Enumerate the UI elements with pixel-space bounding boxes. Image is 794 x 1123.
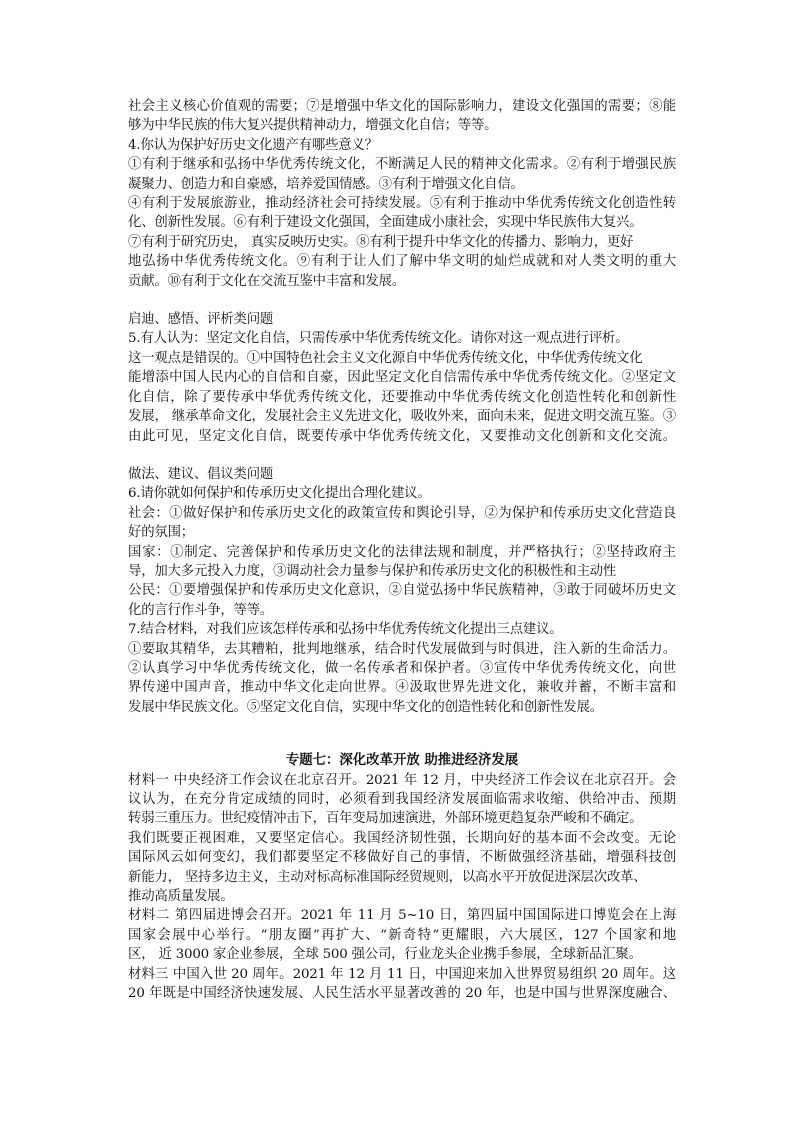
- section-heading: 做法、建议、倡议类问题: [128, 466, 274, 482]
- answer-block-evaluation: [128, 310, 676, 446]
- text-line: 推动高质量发展。: [128, 889, 234, 905]
- text-line: ①要取其精华，去其糟粕，批判地继承，结合时代发展做到与时俱进，注入新的生命活力。: [128, 641, 676, 657]
- text-line: 国家会展中心举行。“朋友圈”再扩大、“新奇特”更耀眼，六大展区，127 个国家和地: [128, 927, 676, 943]
- material-three: 材料三 中国入世 20 周年。2021 年 12 月 11 日，中国迎来加入世界贸易组织 20 周年。这: [128, 966, 676, 982]
- material-two: 材料二 第四届进博会召开。2021 年 11 月 5~10 日，第四届中国国际进口博览会在上海: [128, 908, 676, 924]
- text-line: 区， 近 3000 家企业参展，全球 500 强公司，行业龙头企业携手参展，全球新品汇聚。: [128, 947, 642, 963]
- question-7: 7.结合材料，对我们应该怎样传承和弘扬中华优秀传统文化提出三点建议。: [128, 622, 563, 638]
- text-line: 贡献。⑩有利于文化在交流互鉴中丰富和发展。: [128, 273, 406, 289]
- text-line: 发展中华民族文化。⑤坚定文化自信，实现中华文化的创造性转化和创新性发展。: [128, 699, 603, 715]
- text-line: 国家：①制定、完善保护和传承历史文化的法律法规和制度，并严格执行；②坚持政府主: [128, 544, 676, 560]
- text-line: 议认为，在充分肯定成绩的同时，必须看到我国经济发展面临需求收缩、供给冲击、预期: [128, 792, 676, 807]
- text-line: 社会主义核心价值观的需要；⑦是增强中华文化的国际影响力，建设文化强国的需要；⑧能: [128, 99, 676, 114]
- answer-block-values: [128, 97, 676, 291]
- text-line: 由此可见，坚定文化自信，既要传承中华优秀传统文化，又要推动文化创新和文化交流。: [128, 428, 676, 444]
- text-line: 能增添中国人民内心的自信和自豪，因此坚定文化自信需传承中华优秀传统文化。②坚定文: [128, 370, 676, 386]
- text-line: 界传递中国声音，推动中华文化走向世界。④汲取世界先进文化，兼收并蓄，不断丰富和: [128, 680, 676, 696]
- text-line: 导，加大多元投入力度，③调动社会力量参与保护和传承历史文化的积极性和主动性: [128, 563, 617, 579]
- text-line: 好的氛围；: [128, 525, 194, 541]
- question-6: 6.请你就如何保护和传承历史文化提出合理化建议。: [128, 486, 431, 502]
- text-line: 20 年既是中国经济快速发展、人民生活水平显著改善的 20 年，也是中国与世界深度融合、: [128, 986, 676, 1002]
- material-one: 材料一 中央经济工作会议在北京召开。2021 年 12 月，中央经济工作会议在北京召开。会: [128, 772, 676, 788]
- text-line: ⑦有利于研究历史， 真实反映历史实。⑧有利于提升中华文化的传播力、影响力，更好: [128, 234, 634, 250]
- text-line: 国际风云如何变幻，我们都要坚定不移做好自己的事情，不断做强经济基础，增强科技创: [128, 850, 676, 866]
- answer-block-suggestions: [128, 465, 676, 717]
- text-line: 这一观点是错误的。①中国特色社会主义文化源自中华优秀传统文化，中华优秀传统文化: [128, 350, 643, 366]
- text-line: 公民：①要增强保护和传承历史文化意识，②自觉弘扬中华民族精神，③敢于同破坏历史文: [128, 583, 676, 599]
- text-line: 凝聚力、创造力和自豪感，培养爱国情感。③有利于增强文化自信。: [128, 176, 524, 192]
- spacer: [128, 446, 676, 465]
- text-line: 化、创新性发展。⑥有利于建设文化强国，全面建成小康社会，实现中华民族伟大复兴。: [128, 215, 643, 231]
- spacer: [128, 717, 676, 751]
- text-line: 地弘扬中华优秀传统文化。⑨有利于让人们了解中华文明的灿烂成就和对人类文明的重大: [128, 254, 676, 270]
- text-line: 社会：①做好保护和传承历史文化的政策宣传和舆论引导，②为保护和传承历史文化营造良: [128, 505, 676, 521]
- spacer: [128, 291, 676, 310]
- text-line: 化自信，除了要传承中华优秀传统文化，还要推动中华优秀传统文化创造性转化和创新性: [128, 389, 676, 405]
- materials-block: [128, 771, 676, 1004]
- text-line: 转弱三重压力。世纪疫情冲击下，百年变局加速演进，外部环境更趋复杂严峻和不确定。: [128, 811, 643, 827]
- text-line: 化的言行作斗争，等等。: [128, 602, 274, 618]
- text-line: ④有利于发展旅游业，推动经济社会可持续发展。⑤有利于推动中华优秀传统文化创造性转: [128, 196, 676, 212]
- document-page: [128, 97, 676, 1003]
- text-line: 够为中华民族的伟大复兴提供精神动力，增强文化自信；等等。: [128, 118, 498, 134]
- section-title: 专题七：深化改革开放 助推进经济发展: [285, 752, 519, 769]
- text-line: 新能力， 坚持多边主义，主动对标高标准国际经贸规则，以高水平开放促进深层次改革、: [128, 869, 647, 885]
- text-line: ①有利于继承和弘扬中华优秀传统文化，不断满足人民的精神文化需求。②有利于增强民族: [128, 157, 676, 173]
- text-line: ②认真学习中华优秀传统文化，做一名传承者和保护者。③宣传中华优秀传统文化，向世: [128, 660, 676, 676]
- text-line: 我们既要正视困难，又要坚定信心。我国经济韧性强，长期向好的基本面不会改变。无论: [128, 830, 676, 846]
- text-line: 发展， 继承革命文化，发展社会主义先进文化，吸收外来，面向未来，促进文明交流互鉴。③: [128, 409, 676, 425]
- section-heading: 启迪、感悟、评析类问题: [128, 312, 274, 328]
- question-5: 5.有人认为：坚定文化自信，只需传承中华优秀传统文化。请你对这一观点进行评析。: [128, 331, 629, 347]
- question-4: 4.你认为保护好历史文化遗产有哪些意义？: [128, 137, 378, 153]
